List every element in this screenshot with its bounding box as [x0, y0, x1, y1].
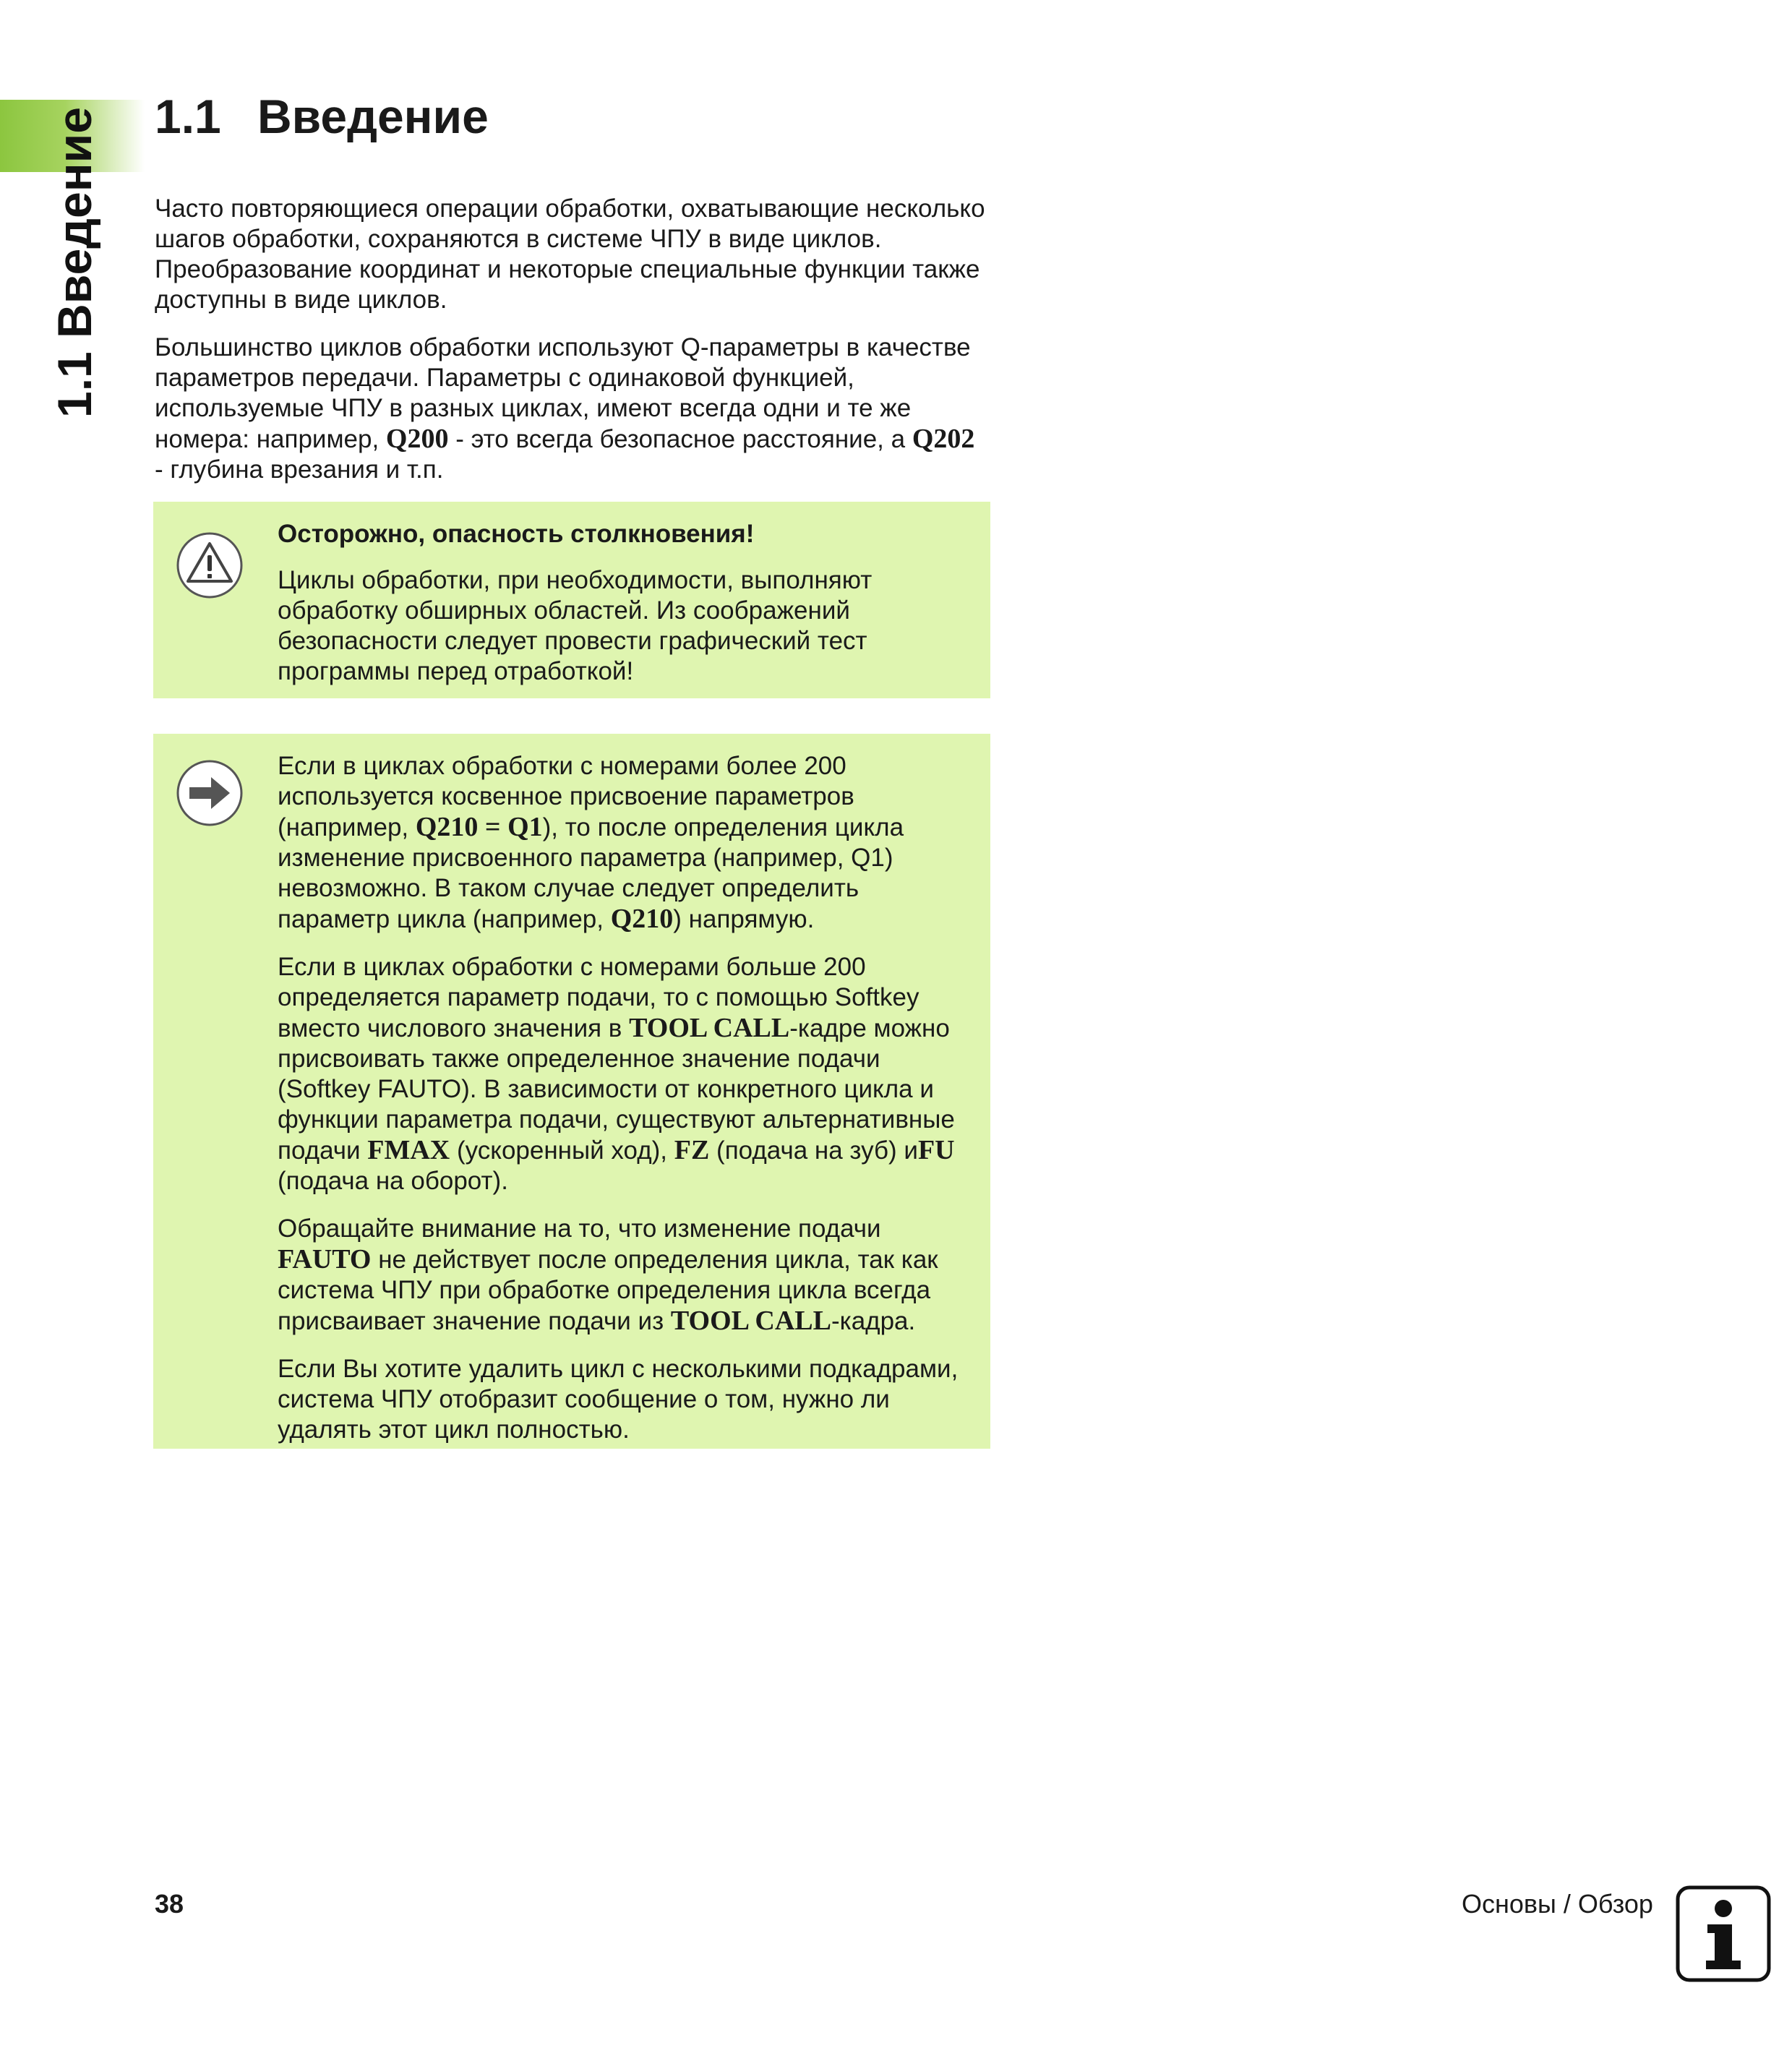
param-code: FMAX: [367, 1135, 450, 1165]
intro-text: [155, 194, 986, 502]
warning-note: [153, 502, 990, 698]
text-run: (подача на оборот).: [278, 1167, 508, 1195]
warning-text: Циклы обработки, при необходимости, выполняют обработку обширных областей. Из соображений безопасности следует провести графический тест программы перед отработкой!: [278, 566, 873, 685]
section-title: Введение: [257, 90, 489, 143]
info-i-icon: [1676, 1885, 1771, 1982]
text-run: Большинство циклов обработки используют Q-параметры в качестве параметров передачи. Параметры с одинаковой функцией, используемые ЧПУ в разных циклах, имеют всегда одни и те же номера: например,: [155, 333, 971, 453]
text-run: - это всегда безопасное расстояние, а: [448, 425, 912, 453]
param-code: FAUTO: [278, 1244, 372, 1274]
info-note: [153, 734, 990, 1449]
text-run: Если в циклах обработки с номерами больше 200 определяется параметр подачи, то с помощью Softkey вместо числового значения в: [278, 953, 919, 1042]
text-run: Если в циклах обработки с номерами более 200 используется косвенное присвоение параметров (например,: [278, 752, 854, 841]
side-tab-label: 1.1 Введение: [48, 107, 101, 418]
text-run: не действует после определения цикла, так как система ЧПУ при обработке определения цикла всегда присваивает значение подачи из: [278, 1246, 938, 1335]
text-run: (подача на зуб) и: [709, 1136, 918, 1165]
param-code: Q200: [385, 424, 449, 454]
param-code: TOOL CALL: [670, 1306, 831, 1336]
text-run: (ускоренный ход),: [450, 1136, 674, 1165]
text-run: Обращайте внимание на то, что изменение подачи: [278, 1214, 881, 1243]
info-paragraph-3: [278, 1214, 969, 1337]
info-paragraph-2: [278, 952, 969, 1196]
text-run: ), то после определения цикла изменение присвоенного параметра (например, Q1) невозможно. В таком случае следует определить параметр цикла (например,: [278, 813, 904, 933]
info-paragraph-4: Если Вы хотите удалить цикл с несколькими подкадрами, система ЧПУ отобразит сообщение о том, нужно ли удалять этот цикл полностью.: [278, 1355, 959, 1444]
page-number: 38: [155, 1889, 184, 1919]
section-number: 1.1: [155, 90, 221, 143]
footer-section-title: Основы / Обзор: [1462, 1889, 1653, 1919]
text-run: - глубина врезания и т.п.: [155, 455, 444, 484]
text-run: ) напрямую.: [673, 905, 815, 933]
param-code: FZ: [674, 1135, 710, 1165]
arrow-right-icon: [175, 758, 244, 828]
param-code: TOOL CALL: [629, 1013, 790, 1043]
param-code: FU: [917, 1135, 955, 1165]
param-code: Q210: [610, 904, 674, 934]
page-title: [155, 90, 489, 143]
intro-paragraph-2: [155, 333, 986, 485]
param-code: Q210 = Q1: [415, 812, 543, 842]
intro-paragraph-1: Часто повторяющиеся операции обработки, охватывающие несколько шагов обработки, сохраняются в системе ЧПУ в виде циклов. Преобразование координат и некоторые специальные функции также доступны в виде циклов.: [155, 194, 985, 314]
info-paragraph-1: [278, 751, 969, 935]
text-run: -кадре можно присвоивать также определенное значение подачи (Softkey FAUTO). В зависимости от конкретного цикла и функции параметра подачи, существуют альтернативные подачи: [278, 1014, 955, 1165]
warning-triangle-icon: [175, 531, 244, 600]
text-run: -кадра.: [831, 1307, 916, 1335]
param-code: Q202: [912, 424, 975, 454]
warning-heading: Осторожно, опасность столкновения!: [278, 520, 755, 548]
